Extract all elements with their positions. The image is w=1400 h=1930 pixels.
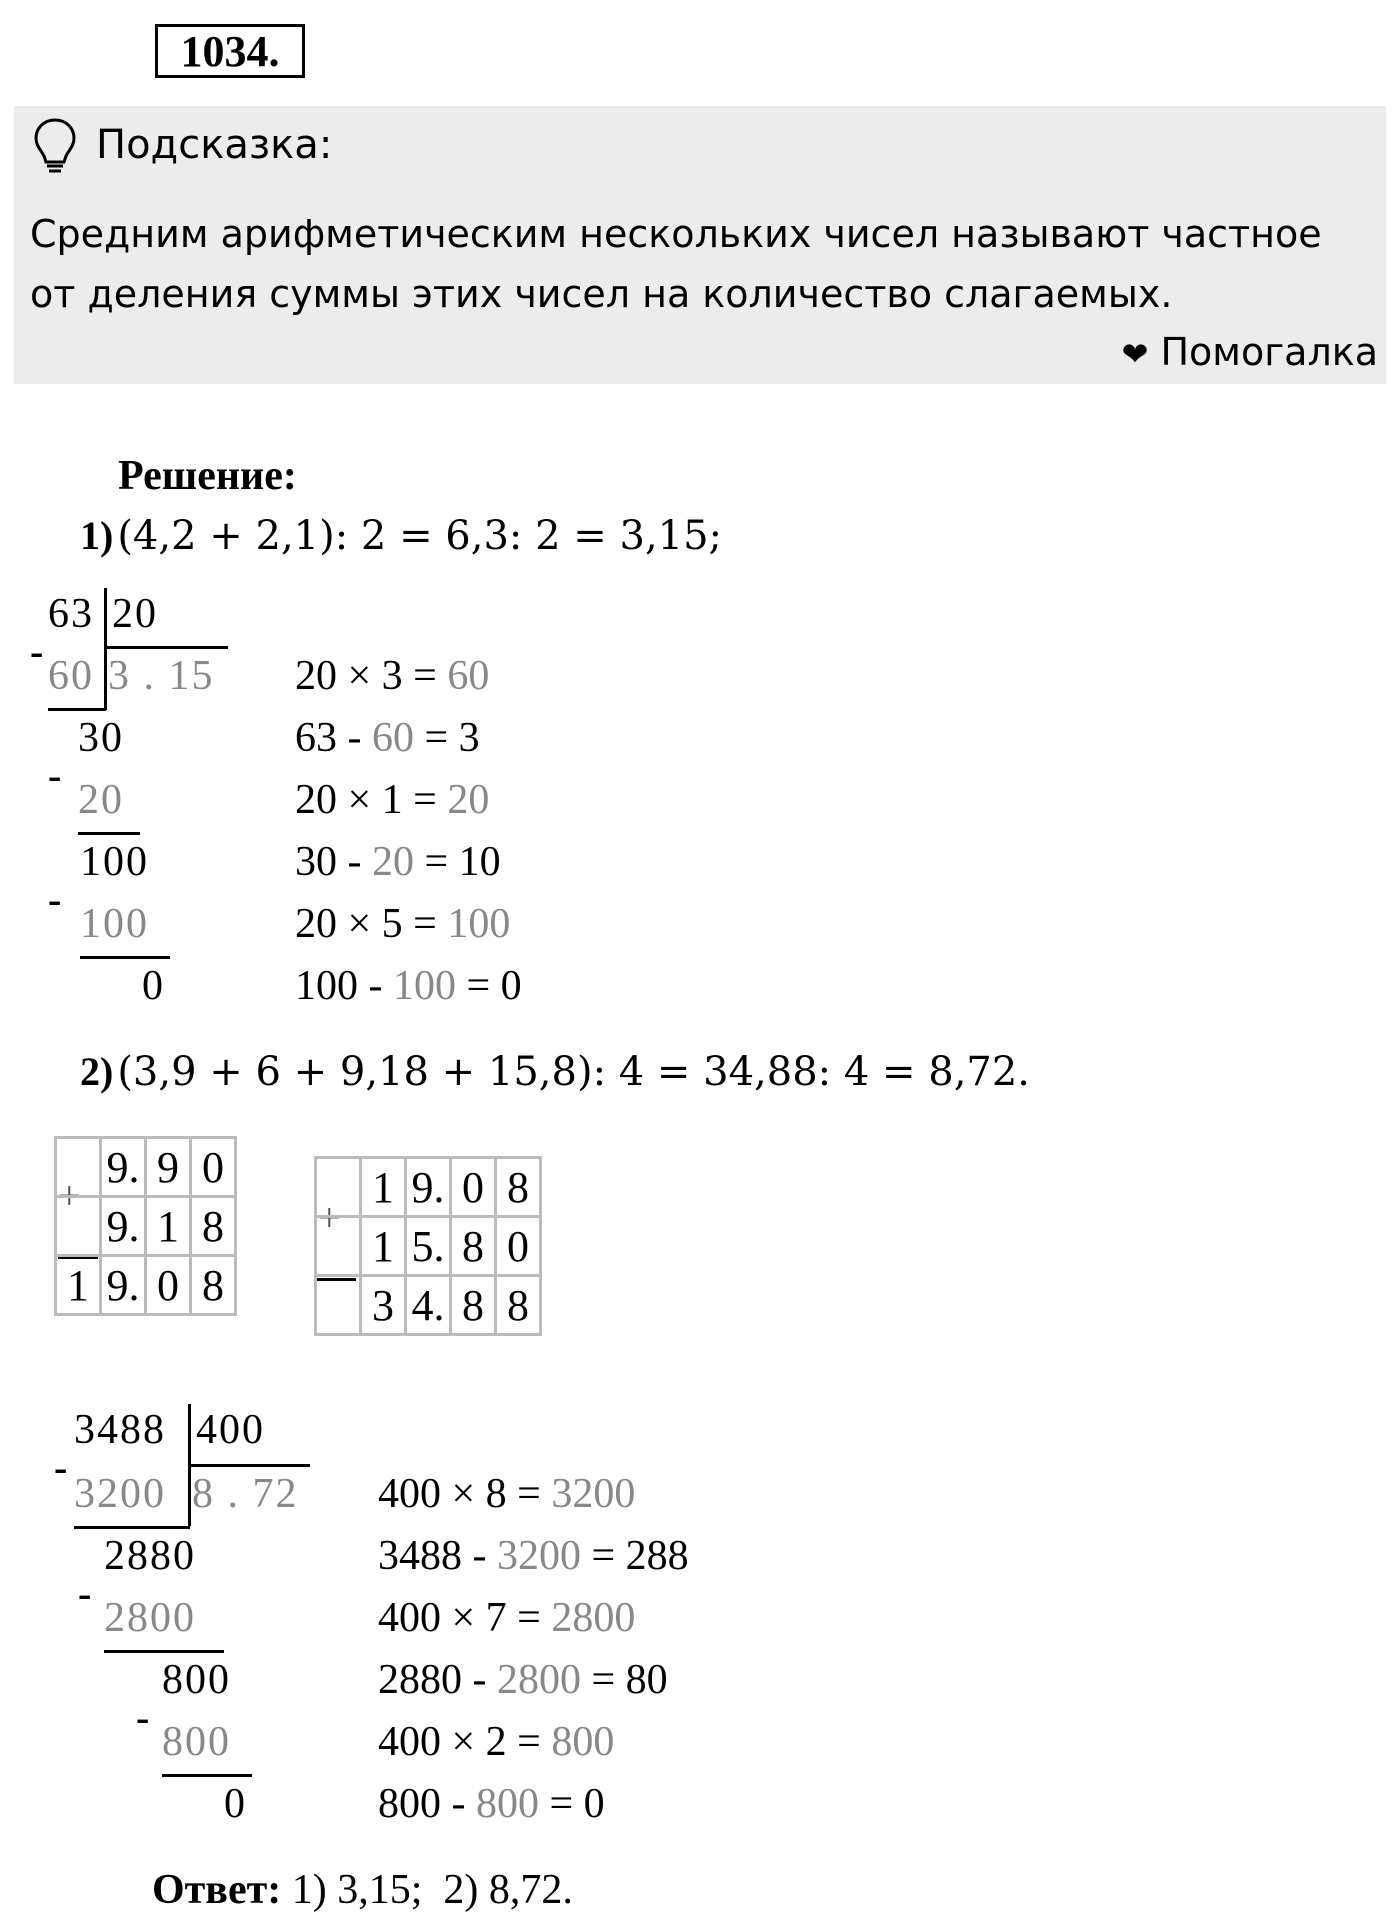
hint-credit — [1122, 330, 1378, 374]
division-2-divisor: 400 — [196, 1407, 265, 1453]
check-2-1 — [378, 1470, 635, 1518]
add1-r2c4: 8 — [191, 1197, 236, 1256]
check-2-1-right: 3200 — [551, 1471, 636, 1517]
add1-r2c3: 1 — [146, 1197, 191, 1256]
add1-r2c2: 9. — [101, 1197, 146, 1256]
division-2-divisor-underline — [188, 1464, 310, 1467]
division-1-subtrahend-1: 60 — [48, 653, 94, 699]
addition-1-plus: + — [58, 1173, 81, 1218]
add2-r3c2: 3 — [361, 1276, 406, 1335]
lightbulb-icon — [30, 116, 80, 174]
add2-r3c4: 8 — [451, 1276, 496, 1335]
division-2-final-remainder: 0 — [224, 1781, 247, 1827]
check-2-4-b: 2800 — [497, 1657, 581, 1703]
step-2 — [80, 1048, 1030, 1095]
add2-r2c4: 8 — [451, 1217, 496, 1276]
check-2-6 — [378, 1780, 605, 1828]
check-2-3-left: 400 × 7 = — [378, 1595, 552, 1641]
division-2-subtrahend-2: 2800 — [104, 1595, 196, 1641]
answer — [152, 1866, 573, 1914]
check-2-3 — [378, 1594, 635, 1642]
check-1-4-a: 30 - — [295, 839, 372, 885]
division-1-divisor: 20 — [112, 591, 158, 637]
check-1-2-a: 63 - — [295, 715, 372, 761]
check-1-1-right: 60 — [447, 653, 490, 699]
check-2-5-right: 800 — [551, 1719, 615, 1765]
division-2-remainder-2: 800 — [162, 1657, 231, 1703]
check-1-2 — [295, 714, 480, 762]
addition-2-plus: + — [318, 1195, 341, 1240]
add2-r1c4: 0 — [451, 1158, 496, 1217]
division-2-minus-3: - — [136, 1695, 150, 1740]
step-1-expression: (4,2 + 2,1): 2 = 6,3: 2 = 3,15; — [117, 513, 723, 559]
check-2-4 — [378, 1656, 668, 1704]
add2-r1c2: 1 — [361, 1158, 406, 1217]
check-2-1-left: 400 × 8 = — [378, 1471, 552, 1517]
add1-r1c3: 9 — [146, 1138, 191, 1197]
add2-r3c1 — [316, 1276, 361, 1335]
add1-r3c3: 0 — [146, 1256, 191, 1315]
add2-r2c1 — [316, 1217, 361, 1276]
division-1-divisor-underline — [104, 646, 228, 649]
check-2-6-c: = 0 — [539, 1781, 605, 1827]
check-2-4-c: = 80 — [581, 1657, 668, 1703]
check-2-2-a: 3488 - — [378, 1533, 497, 1579]
check-1-6-c: = 0 — [456, 963, 522, 1009]
division-1-subtrahend-3: 100 — [80, 901, 149, 947]
solution-heading: Решение: — [118, 453, 297, 499]
check-1-4-c: = 10 — [414, 839, 501, 885]
division-2-subtrahend-3: 800 — [162, 1719, 231, 1765]
division-2-minus-1: - — [54, 1445, 68, 1490]
division-2-remainder-1: 2880 — [104, 1533, 196, 1579]
add1-r3c4: 8 — [191, 1256, 236, 1315]
add2-r3c5: 8 — [496, 1276, 541, 1335]
check-1-5-left: 20 × 5 = — [295, 901, 448, 947]
division-1-minus-2: - — [48, 753, 62, 798]
check-2-5-left: 400 × 2 = — [378, 1719, 552, 1765]
hint-text-line-1: Средним арифметическим нескольких чисел называют частное — [30, 212, 1322, 256]
add1-r1c4: 0 — [191, 1138, 236, 1197]
check-2-6-b: 800 — [476, 1781, 539, 1827]
add1-r1c2: 9. — [101, 1138, 146, 1197]
step-2-label: 2) — [80, 1049, 114, 1094]
check-1-4-b: 20 — [372, 839, 414, 885]
check-1-6 — [295, 962, 522, 1010]
division-1-line-3 — [80, 956, 170, 959]
step-2-expression: (3,9 + 6 + 9,18 + 15,8): 4 = 34,88: 4 = 8,72. — [117, 1049, 1031, 1095]
division-2-quotient: 8 . 72 — [192, 1471, 299, 1517]
add1-r2c1 — [56, 1197, 101, 1256]
division-2-subtrahend-1: 3200 — [74, 1471, 166, 1517]
step-1 — [80, 512, 722, 559]
add2-r1c3: 9. — [406, 1158, 451, 1217]
add2-r1c1 — [316, 1158, 361, 1217]
add2-r2c5: 0 — [496, 1217, 541, 1276]
check-1-2-b: 60 — [372, 715, 414, 761]
check-2-2 — [378, 1532, 689, 1580]
check-2-3-right: 2800 — [551, 1595, 636, 1641]
add1-r1c1 — [56, 1138, 101, 1197]
add2-r2c2: 1 — [361, 1217, 406, 1276]
answer-label: Ответ: — [152, 1867, 282, 1913]
division-1-subtrahend-2: 20 — [78, 777, 124, 823]
division-2-minus-2: - — [78, 1571, 92, 1616]
check-2-2-b: 3200 — [497, 1533, 581, 1579]
division-1-minus-1: - — [30, 629, 44, 674]
check-1-3-left: 20 × 1 = — [295, 777, 448, 823]
check-1-4 — [295, 838, 501, 886]
add2-r3c3: 4. — [406, 1276, 451, 1335]
hint-title: Подсказка: — [96, 122, 333, 168]
division-2-dividend: 3488 — [74, 1407, 166, 1453]
hint-text-line-2: от деления суммы этих чисел на количество слагаемых. — [30, 272, 1173, 316]
add1-r3c2: 9. — [101, 1256, 146, 1315]
check-1-5 — [295, 900, 510, 948]
addition-1-grid — [54, 1136, 237, 1316]
answer-text: 1) 3,15; 2) 8,72. — [291, 1867, 573, 1913]
addition-2-grid — [314, 1156, 542, 1336]
division-1-remainder-2: 100 — [80, 839, 149, 885]
division-2-line-1 — [74, 1526, 190, 1529]
check-1-5-right: 100 — [447, 901, 511, 947]
heart-icon: ❤ — [1121, 335, 1149, 373]
check-2-2-c: = 288 — [581, 1533, 689, 1579]
division-1-line-1 — [48, 708, 106, 711]
check-2-5 — [378, 1718, 614, 1766]
check-1-3 — [295, 776, 489, 824]
add2-r2c3: 5. — [406, 1217, 451, 1276]
division-2-line-3 — [162, 1774, 252, 1777]
add2-r1c5: 8 — [496, 1158, 541, 1217]
check-1-3-right: 20 — [447, 777, 490, 823]
check-2-4-a: 2880 - — [378, 1657, 497, 1703]
hint-credit-label: Помогалка — [1160, 330, 1378, 374]
check-2-6-a: 800 - — [378, 1781, 476, 1827]
division-1-quotient: 3 . 15 — [108, 653, 215, 699]
division-1-minus-3: - — [48, 877, 62, 922]
division-1-remainder-1: 30 — [78, 715, 124, 761]
check-1-6-a: 100 - — [295, 963, 393, 1009]
problem-number: 1034. — [155, 24, 305, 78]
division-2-line-2 — [104, 1650, 224, 1653]
check-1-2-c: = 3 — [414, 715, 480, 761]
check-1-1-left: 20 × 3 = — [295, 653, 448, 699]
check-1-1 — [295, 652, 489, 700]
division-1-line-2 — [78, 832, 140, 835]
add1-r3c1: 1 — [56, 1256, 101, 1315]
step-1-label: 1) — [80, 513, 114, 558]
division-1-vertical-bar — [104, 588, 107, 710]
check-1-6-b: 100 — [393, 963, 456, 1009]
division-1-final-remainder: 0 — [142, 963, 165, 1009]
division-1-dividend: 63 — [48, 591, 94, 637]
